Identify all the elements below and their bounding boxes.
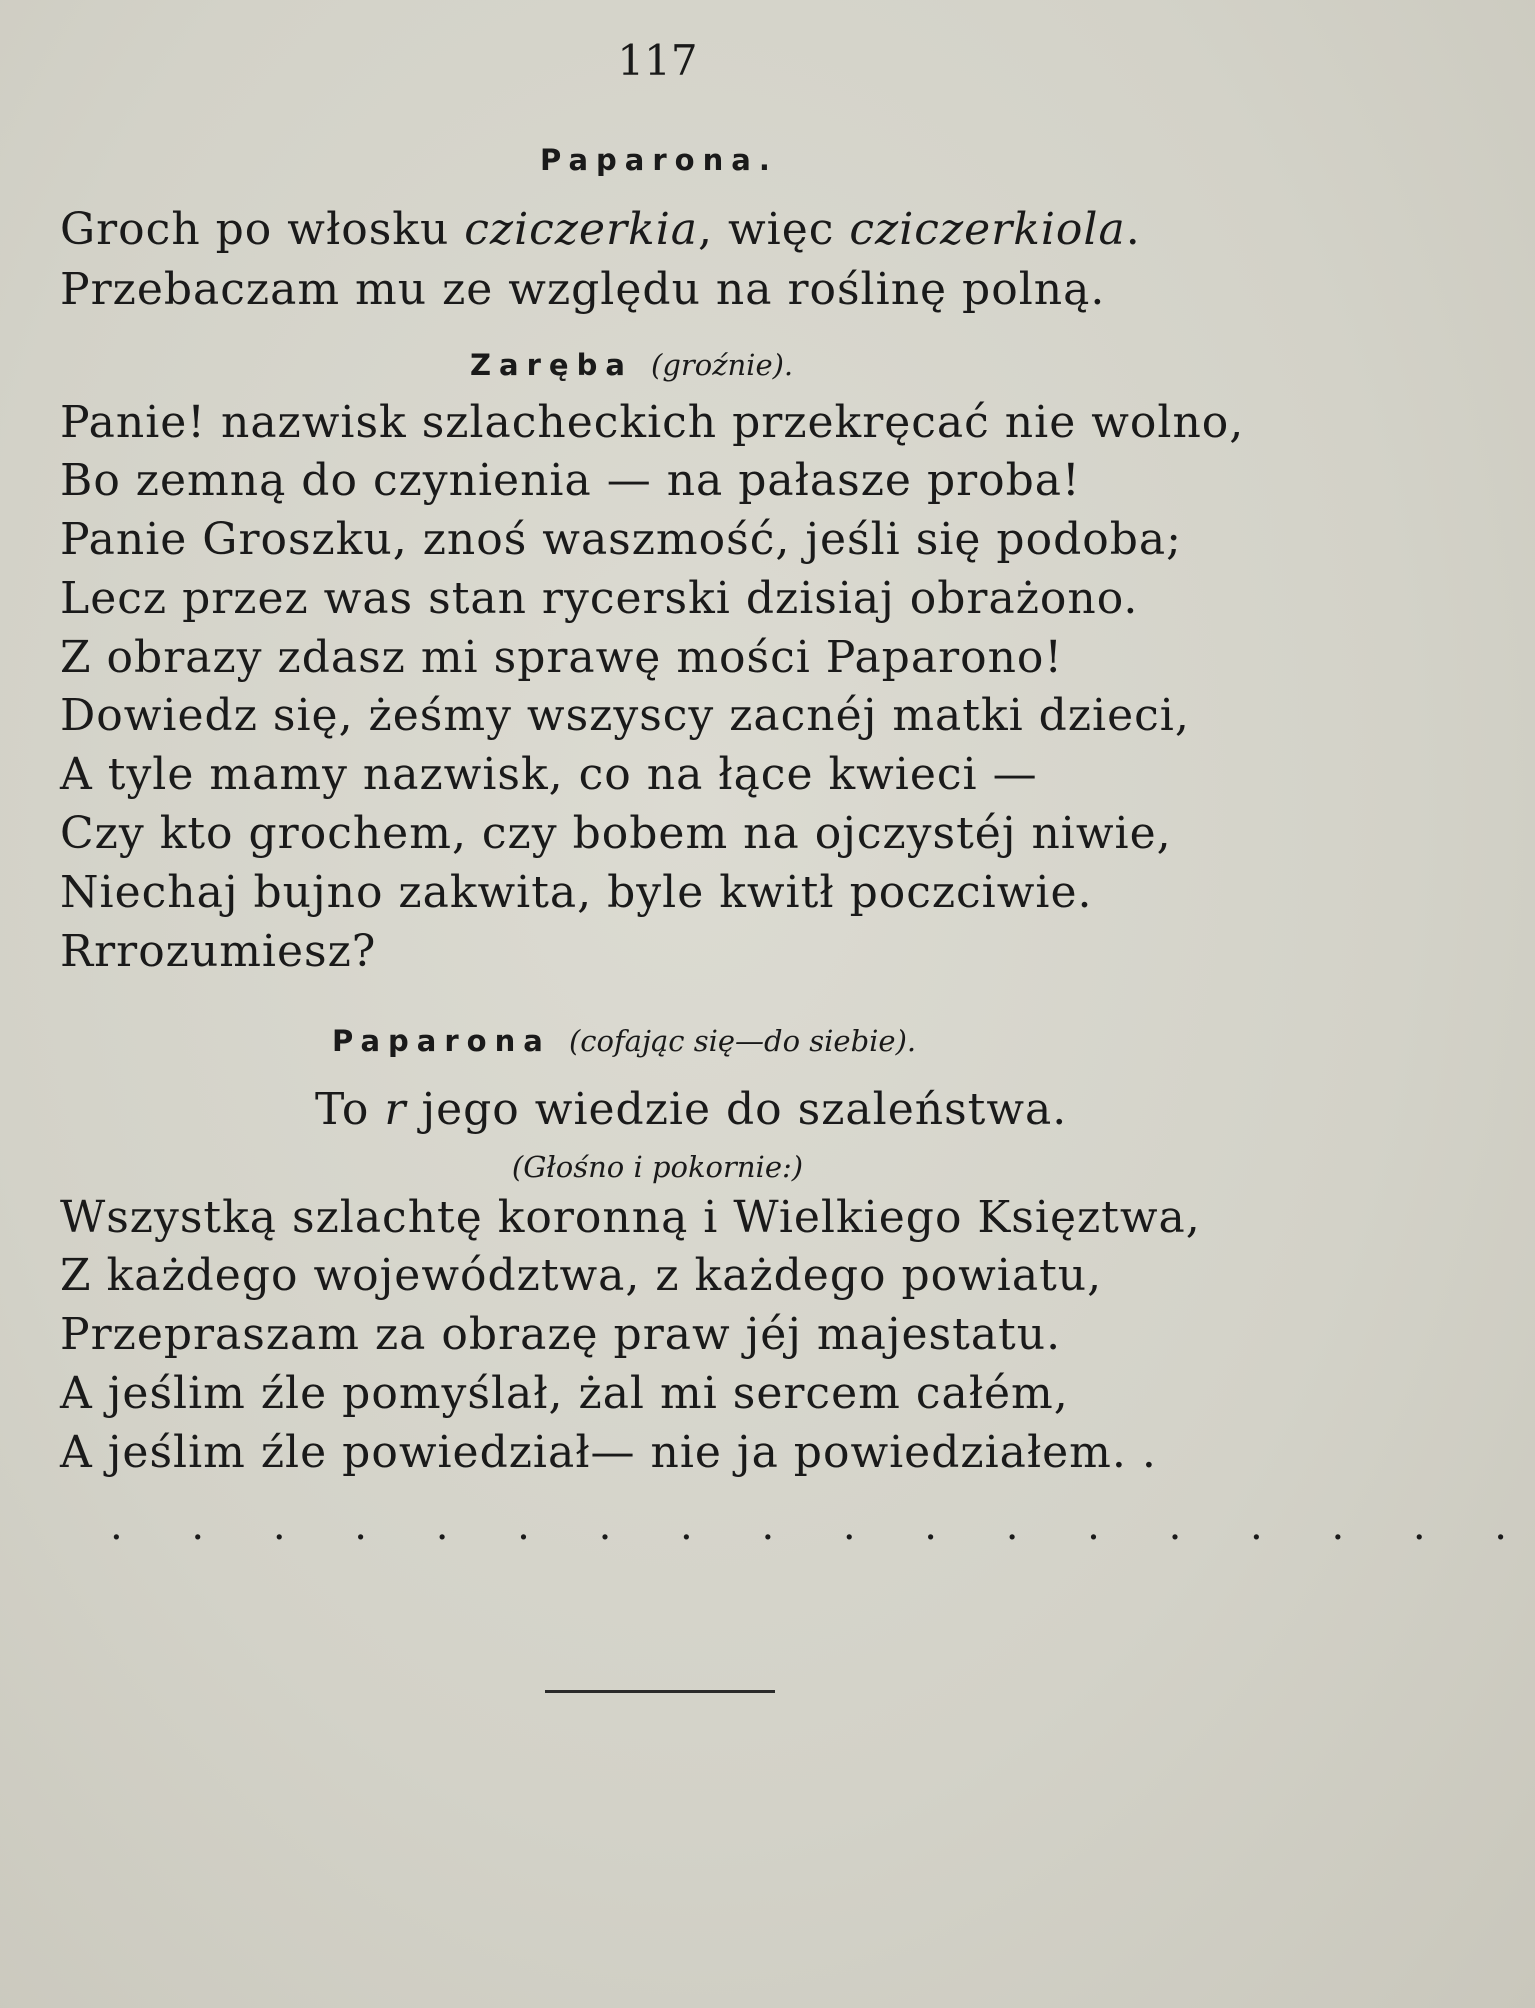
stage-direction: (groźnie).: [651, 348, 794, 382]
verse-line: Panie Groszku, znoś waszmość, jeśli się podoba;: [60, 514, 1182, 565]
verse-line: A jeślim źle pomyślał, żal mi sercem całém,: [60, 1368, 1069, 1419]
verse-line: Wszystką szlachtę koronną i Wielkiego Księztwa,: [60, 1192, 1201, 1243]
verse-line: Rrrozumiesz?: [60, 926, 377, 977]
verse-text: , więc: [698, 204, 850, 255]
verse-line: A tyle mamy nazwisk, co na łące kwieci —: [60, 749, 1038, 800]
verse-line: Z każdego województwa, z każdego powiatu,: [60, 1250, 1103, 1301]
verse-line: [315, 1084, 1068, 1135]
verse-line: Przepraszam za obrazę praw jéj majestatu.: [60, 1309, 1062, 1360]
verse-line: Bo zemną do czynienia — na pałasze proba!: [60, 455, 1081, 506]
verse-italic: r: [384, 1084, 407, 1135]
stage-direction: (Głośno i pokornie:): [511, 1150, 804, 1184]
verse-line: Przebaczam mu ze względu na roślinę polną.: [60, 264, 1106, 315]
verse-text: Groch po włosku: [60, 204, 465, 255]
verse-line: [60, 204, 1141, 255]
speaker-paparona: Paparona.: [540, 143, 778, 177]
speaker-name: Paparona: [332, 1024, 551, 1058]
speaker-paparona: [332, 1024, 916, 1058]
verse-line: Lecz przez was stan rycerski dzisiaj obrażono.: [60, 573, 1139, 624]
verse-text: jego wiedzie do szaleństwa.: [406, 1084, 1068, 1135]
stage-direction: (cofając się—do siebie).: [568, 1024, 917, 1058]
speaker-name: Zaręba: [470, 348, 633, 382]
verse-italic: cziczerkia: [464, 204, 699, 255]
speaker-zareba: [470, 348, 793, 382]
verse-line: Dowiedz się, żeśmy wszyscy zacnéj matki dzieci,: [60, 690, 1190, 741]
verse-line: A jeślim źle powiedział— nie ja powiedziałem. .: [60, 1427, 1157, 1478]
verse-text: .: [1125, 204, 1141, 255]
ellipsis-row: . . . . . . . . . . . . . . . . . .: [110, 1503, 1535, 1549]
verse-line: Z obrazy zdasz mi sprawę mości Paparono!: [60, 632, 1064, 683]
verse-text: To: [315, 1084, 385, 1135]
verse-italic: cziczerkiola: [849, 204, 1126, 255]
divider-rule: [545, 1690, 775, 1693]
verse-line: Czy kto grochem, czy bobem na ojczystéj niwie,: [60, 808, 1172, 859]
verse-line: Panie! nazwisk szlacheckich przekręcać nie wolno,: [60, 397, 1245, 448]
page-number: 117: [617, 36, 698, 85]
verse-line: Niechaj bujno zakwita, byle kwitł poczciwie.: [60, 867, 1093, 918]
